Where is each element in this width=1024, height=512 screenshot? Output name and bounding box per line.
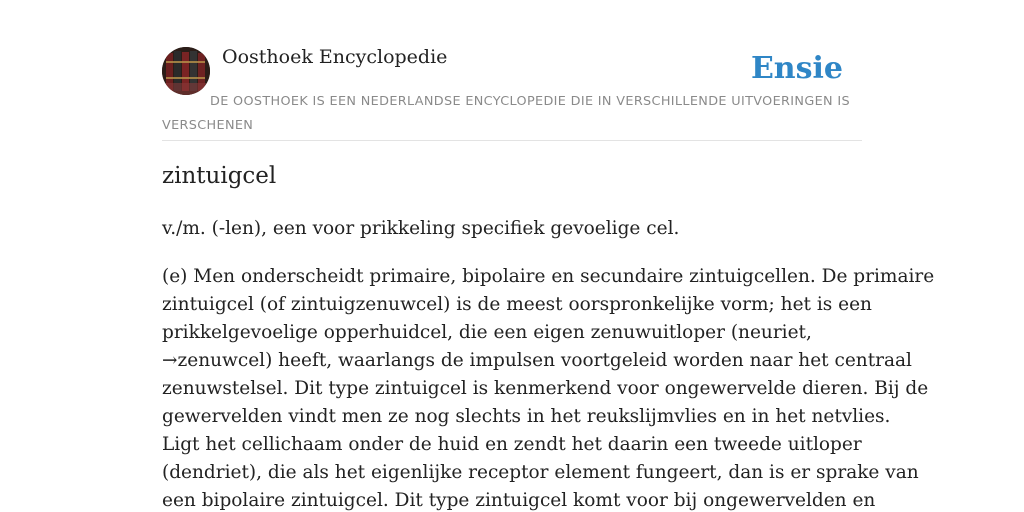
body-line: een bipolaire zintuigcel. Dit type zintuigcel komt voor bij ongewervelden en [162,490,876,511]
books-icon [162,47,210,95]
body-line-with-zenuwcel-link[interactable]: →zenuwcel) heeft, waarlangs de impulsen voortgeleid worden naar het centraal [162,350,912,371]
encyclopedia-books-avatar[interactable] [162,47,210,95]
body-line: prikkelgevoelige opperhuidcel, die een eigen zenuwuitloper (neuriet, [162,322,812,343]
body-line: zintuigcel (of zintuigzenuwcel) is de meest oorspronkelijke vorm; het is een [162,294,872,315]
body-line: zenuwstelsel. Dit type zintuigcel is kenmerkend voor ongewervelde dieren. Bij de [162,378,929,399]
article-title: zintuigcel [162,163,277,189]
body-line: (e) Men onderscheidt primaire, bipolaire en secundaire zintuigcellen. De primaire [162,266,935,287]
site-name[interactable]: Oosthoek Encyclopedie [222,46,448,68]
site-tagline: DE OOSTHOEK IS EEN NEDERLANDSE ENCYCLOPEDIE DIE IN VERSCHILLENDE UITVOERINGEN IS VERSCHENEN [162,94,850,133]
body-line: Ligt het cellichaam onder de huid en zendt het daarin een tweede uitloper [162,434,862,455]
article-body [162,263,935,512]
article-definition: v./m. (-len), een voor prikkeling specifiek gevoelige cel. [162,218,680,239]
ensie-logo-link[interactable]: Ensie [750,51,843,86]
body-line: gewervelden vindt men ze nog slechts in het reukslijmvlies en in het netvlies. [162,406,891,427]
body-line: (dendriet), die als het eigenlijke receptor element fungeert, dan is er sprake van [162,462,919,483]
page-container [162,0,935,511]
site-header [162,0,862,141]
